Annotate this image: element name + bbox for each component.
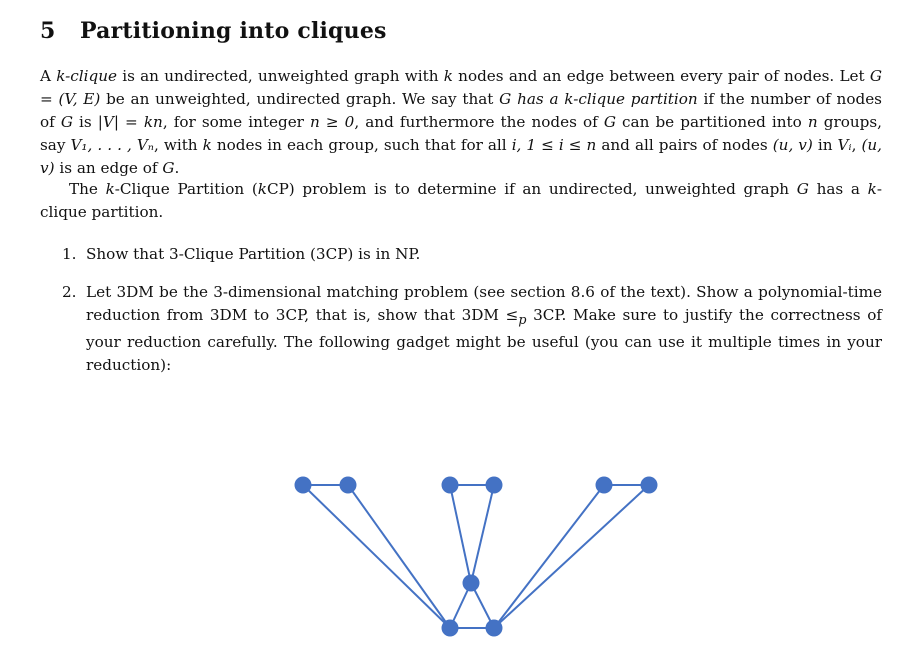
gadget-edge [348,485,450,628]
gadget-node [641,477,658,494]
section-title: Partitioning into cliques [80,18,387,44]
list-item [62,281,882,377]
definition-paragraph: A k-clique is an undirected, unweighted graph with k nodes and an edge between every pair of nodes. Let G = (V, E) be an unweighted, undirected graph. We say that G has a k-clique partition if the number of nodes of G is |V| = kn, for some integer n ≥ 0, and furthermore the nodes of G can be partitioned into n groups, say V₁, . . . , Vₙ, with k nodes in each group, such that for all i, 1 ≤ i ≤ n and all pairs of nodes (u, v) in Vᵢ, (u, v) is an edge of G. [40,67,883,177]
list-item [62,243,882,266]
gadget-node [442,620,459,637]
gadget-node [340,477,357,494]
list-item-text: Show that 3-Clique Partition (3CP) is in NP. [86,245,421,263]
gadget-node [295,477,312,494]
gadget-node [463,575,480,592]
gadget-node [486,477,503,494]
section-number: 5 [40,18,56,44]
list-item-number: 1. [62,245,77,263]
list-item-number: 2. [62,283,77,301]
section-heading [40,18,387,44]
gadget-node [442,477,459,494]
list-item-text: Let 3DM be the 3-dimensional matching problem (see section 8.6 of the text). Show a polynomial-time reduction from 3DM to 3CP, that is, show that $3DM \le_p$ 3CP. Make sure to justify the correctness of your reduction carefully. The following gadget might be useful (you can use it multiple times in your reduction): [86,283,883,375]
gadget-edge [494,485,604,628]
gadget-edge [471,485,494,583]
gadget-edge [450,485,471,583]
gadget-edge [494,485,649,628]
gadget-node [486,620,503,637]
gadget-edge [303,485,450,628]
gadget-graph [280,460,680,650]
problem-definition-paragraph: The k-Clique Partition (kCP) problem is to determine if an undirected, unweighted graph G has a k-clique partition. [40,180,882,221]
gadget-node [596,477,613,494]
